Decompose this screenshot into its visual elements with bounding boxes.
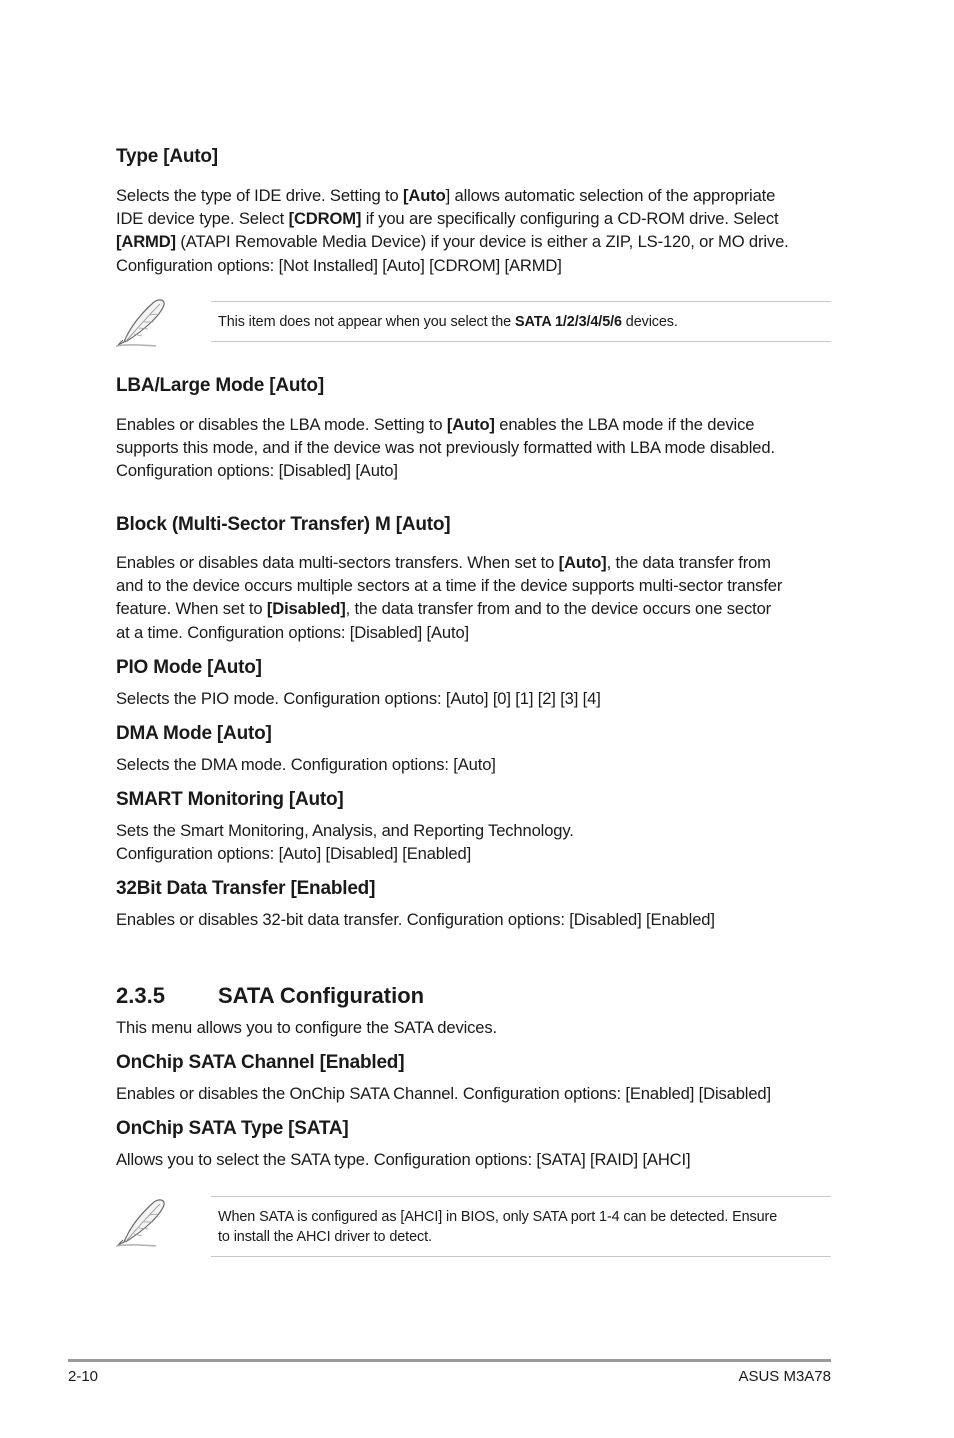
footer-rule	[68, 1359, 831, 1362]
section-body-block	[116, 551, 846, 644]
section-heading-pio: PIO Mode [Auto]	[116, 657, 262, 678]
section-body-sata-channel	[116, 1082, 846, 1105]
note-line: This item does not appear when you select the SATA 1/2/3/4/5/6 devices.	[218, 314, 678, 330]
chapter-number: 2.3.5	[116, 983, 165, 1008]
body-line: Enables or disables the LBA mode. Setting to [Auto] enables the LBA mode if the device	[116, 415, 755, 434]
section-body-lba	[116, 413, 846, 483]
note-line: When SATA is configured as [AHCI] in BIOS, only SATA port 1-4 can be detected. Ensure	[218, 1209, 778, 1225]
body-line: This menu allows you to configure the SATA devices.	[116, 1018, 497, 1037]
body-line: Configuration options: [Auto] [Disabled] [Enabled]	[116, 844, 472, 864]
body-line: Selects the DMA mode. Configuration options: [Auto]	[116, 755, 496, 774]
body-line: Sets the Smart Monitoring, Analysis, and Reporting Technology.	[116, 821, 574, 840]
section-heading-lba: LBA/Large Mode [Auto]	[116, 375, 324, 396]
section-body-type	[116, 184, 846, 277]
body-line: Enables or disables the OnChip SATA Channel. Configuration options: [Enabled] [Disabled]	[116, 1084, 771, 1103]
note-pen-icon	[114, 1196, 168, 1248]
body-line: Configuration options: [Not Installed] [Auto] [CDROM] [ARMD]	[116, 255, 562, 275]
footer-page-number: 2-10	[68, 1368, 99, 1385]
chapter-heading	[116, 983, 424, 1009]
section-heading-sata-channel: OnChip SATA Channel [Enabled]	[116, 1052, 405, 1073]
section-body-pio	[116, 687, 846, 710]
body-line: Configuration options: [Disabled] [Auto]	[116, 461, 398, 481]
chapter-title: SATA Configuration	[218, 983, 425, 1008]
note-text	[218, 1207, 828, 1247]
note-bottom-rule	[211, 341, 831, 342]
section-body-32bit	[116, 908, 846, 931]
body-line: feature. When set to [Disabled], the data transfer from and to the device occurs one sector	[116, 599, 772, 619]
section-heading-dma: DMA Mode [Auto]	[116, 723, 272, 744]
body-line: supports this mode, and if the device was not previously formatted with LBA mode disabled.	[116, 438, 775, 458]
note-pen-icon	[114, 296, 168, 348]
footer-product: ASUS M3A78	[738, 1368, 831, 1385]
note-top-rule	[211, 301, 831, 302]
chapter-intro	[116, 1016, 846, 1039]
body-line: Selects the type of IDE drive. Setting to [Auto] allows automatic selection of the appropriate	[116, 186, 776, 205]
note-line: to install the AHCI driver to detect.	[218, 1229, 432, 1245]
body-line: at a time. Configuration options: [Disabled] [Auto]	[116, 622, 470, 642]
section-heading-block: Block (Multi-Sector Transfer) M [Auto]	[116, 514, 451, 535]
note-top-rule	[211, 1196, 831, 1197]
note-bottom-rule	[211, 1256, 831, 1257]
body-line: Enables or disables data multi-sectors transfers. When set to [Auto], the data transfer from	[116, 553, 771, 572]
note-text	[218, 312, 828, 332]
section-body-smart	[116, 819, 846, 865]
section-heading-smart: SMART Monitoring [Auto]	[116, 789, 344, 810]
section-heading-type: Type [Auto]	[116, 146, 218, 167]
body-line: Enables or disables 32-bit data transfer. Configuration options: [Disabled] [Enabled]	[116, 910, 715, 929]
body-line: and to the device occurs multiple sectors at a time if the device supports multi-sector transfer	[116, 576, 783, 596]
section-heading-32bit: 32Bit Data Transfer [Enabled]	[116, 878, 376, 899]
body-line: Allows you to select the SATA type. Configuration options: [SATA] [RAID] [AHCI]	[116, 1150, 691, 1169]
body-line: Selects the PIO mode. Configuration options: [Auto] [0] [1] [2] [3] [4]	[116, 689, 601, 708]
section-body-sata-type	[116, 1148, 846, 1171]
body-line: [ARMD] (ATAPI Removable Media Device) if your device is either a ZIP, LS-120, or MO drive.	[116, 232, 789, 252]
section-heading-sata-type: OnChip SATA Type [SATA]	[116, 1118, 349, 1139]
section-body-dma	[116, 753, 846, 776]
body-line: IDE device type. Select [CDROM] if you are specifically configuring a CD-ROM drive. Select	[116, 209, 779, 229]
